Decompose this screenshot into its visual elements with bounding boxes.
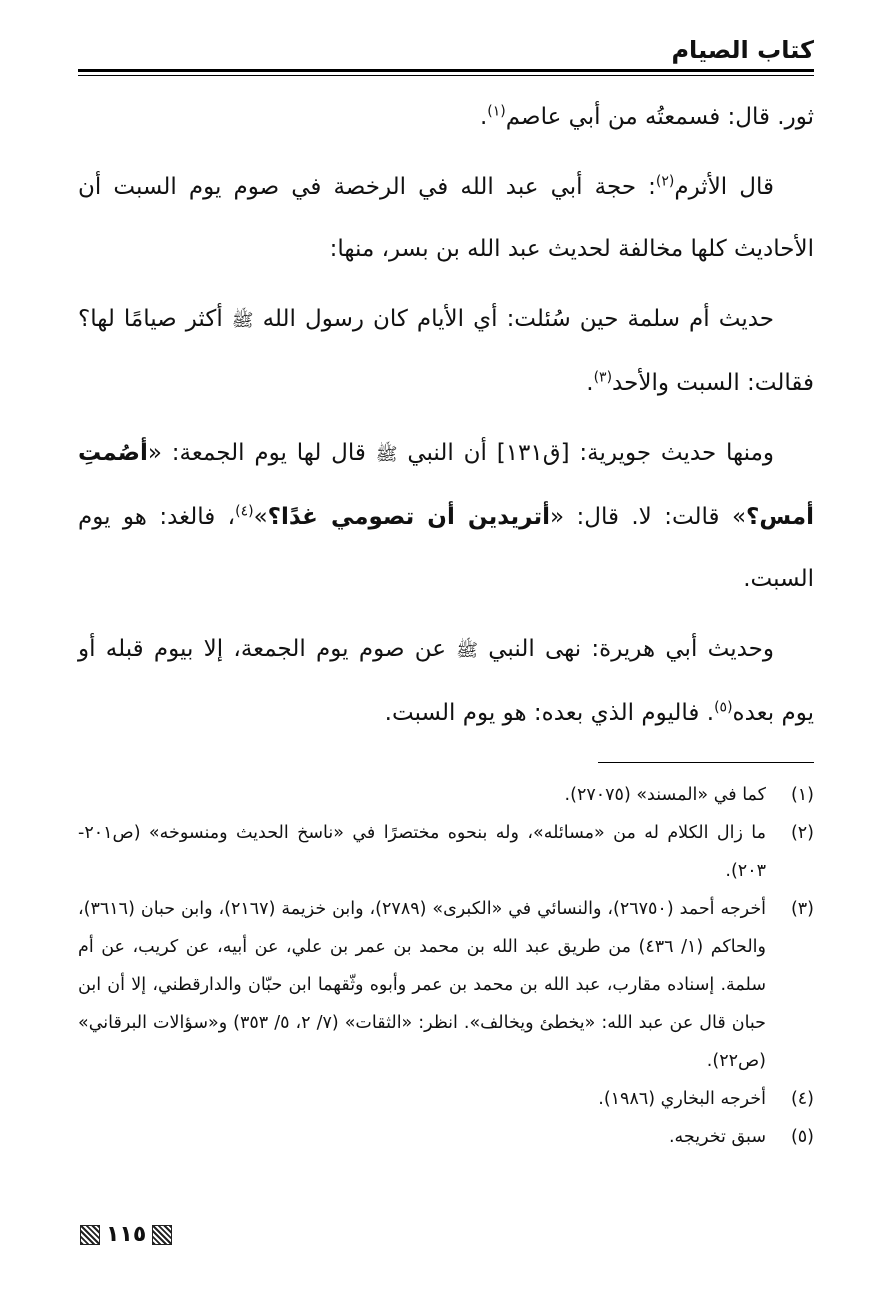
footnote-text: كما في «المسند» (٢٧٠٧٥).: [564, 785, 766, 805]
footnote-number: (٣): [790, 899, 814, 919]
salawat-glyph: ﷺ: [375, 444, 398, 465]
footnote-ref-1[interactable]: (١): [487, 103, 506, 120]
footnote-ref-4[interactable]: (٤): [235, 503, 254, 520]
page-number-value: ١١٥: [106, 1222, 147, 1247]
footnote-text: ما زال الكلام له من «مسائله»، وله بنحوه مختصرًا في «ناسخ الحديث ومنسوخه» (ص٢٠١- ٢٠٣).: [78, 823, 766, 881]
main-text: [78, 86, 814, 744]
salawat-glyph: ﷺ: [456, 640, 478, 661]
paragraph-5: وحديث أبي هريرة: نهى النبي ﷺ عن صوم يوم الجمعة، إلا بيوم قبله أو يوم بعده$^{(٥)}$. فاليوم الذي بعده: هو يوم السبت.: [78, 636, 814, 726]
footnote-separator: [598, 762, 814, 763]
footnote-ref-5[interactable]: (٥): [714, 699, 733, 716]
footnote-5: [78, 1118, 814, 1156]
paragraph-4: ومنها حديث جويرية: [ق١٣١] أن النبي ﷺ قال لها يوم الجمعة: «أصُمتِ أمس؟» قالت: لا. قال: «أتريدين أن تصومي غدًا؟»$^{(٤)}$، فالغد: هو يوم السبت.: [78, 440, 814, 592]
paragraph-1: ثور. قال: فسمعتُه من أبي عاصم$^{(١)}$.: [479, 103, 814, 130]
salawat-glyph: ﷺ: [231, 310, 254, 331]
page-number: [80, 1222, 172, 1247]
footnote-number: (٥): [790, 1127, 814, 1147]
hadith-quote-2: أتريدين أن تصومي غدًا؟: [267, 504, 551, 530]
ornament-icon: [152, 1225, 172, 1245]
footnote-text: أخرجه البخاري (١٩٨٦).: [598, 1089, 766, 1109]
header-rule-thick: [78, 69, 814, 72]
footnote-text: أخرجه أحمد (٢٦٧٥٠)، والنسائي في «الكبرى» (٢٧٨٩)، وابن خزيمة (٢١٦٧)، وابن حبان (٣٦١٦)، والحاكم (١/ ٤٣٦) من طريق عبد الله بن محمد بن عمر بن علي، عن أبيه، عن كريب، عن أم سلمة. إسناده مقارب، عبد الله بن محمد بن عمر وأبوه وثّقهما ابن حبّان والدارقطني، إلا أن ابن حبان قال عن عبد الله: «يخطئ ويخالف». انظر: «الثقات» (٧/ ٢، ٥/ ٣٥٣) و«سؤالات البرقاني» (ص٢٢).: [78, 899, 767, 1071]
paragraph-2: قال الأثرم$^{(٢)}$: حجة أبي عبد الله في الرخصة في صوم يوم السبت أن الأحاديث كلها مخالفة لحديث عبد الله بن بسر، منها:: [78, 173, 814, 262]
footnote-4: [78, 1080, 814, 1118]
footnote-1: [78, 776, 814, 814]
footnote-3: [78, 890, 814, 1080]
hadith-quote-1: أصُمتِ أمس؟: [78, 440, 814, 530]
footnote-2: [78, 814, 814, 890]
footnotes: [78, 776, 814, 1156]
paragraph-3: حديث أم سلمة حين سُئلت: أي الأيام كان رسول الله ﷺ أكثر صيامًا لها؟ فقالت: السبت والأحد$^{(٣)}$.: [78, 306, 814, 396]
footnote-ref-3[interactable]: (٣): [593, 369, 613, 386]
ornament-icon: [80, 1225, 100, 1245]
footnote-number: (٤): [790, 1089, 814, 1109]
running-header-title: كتاب الصيام: [671, 36, 814, 64]
footnote-number: (٢): [790, 823, 814, 843]
footnote-text: سبق تخريجه.: [668, 1127, 766, 1147]
header-rule-thin: [78, 75, 814, 76]
footnote-ref-2[interactable]: (٢): [655, 173, 675, 190]
footnote-number: (١): [790, 785, 814, 805]
